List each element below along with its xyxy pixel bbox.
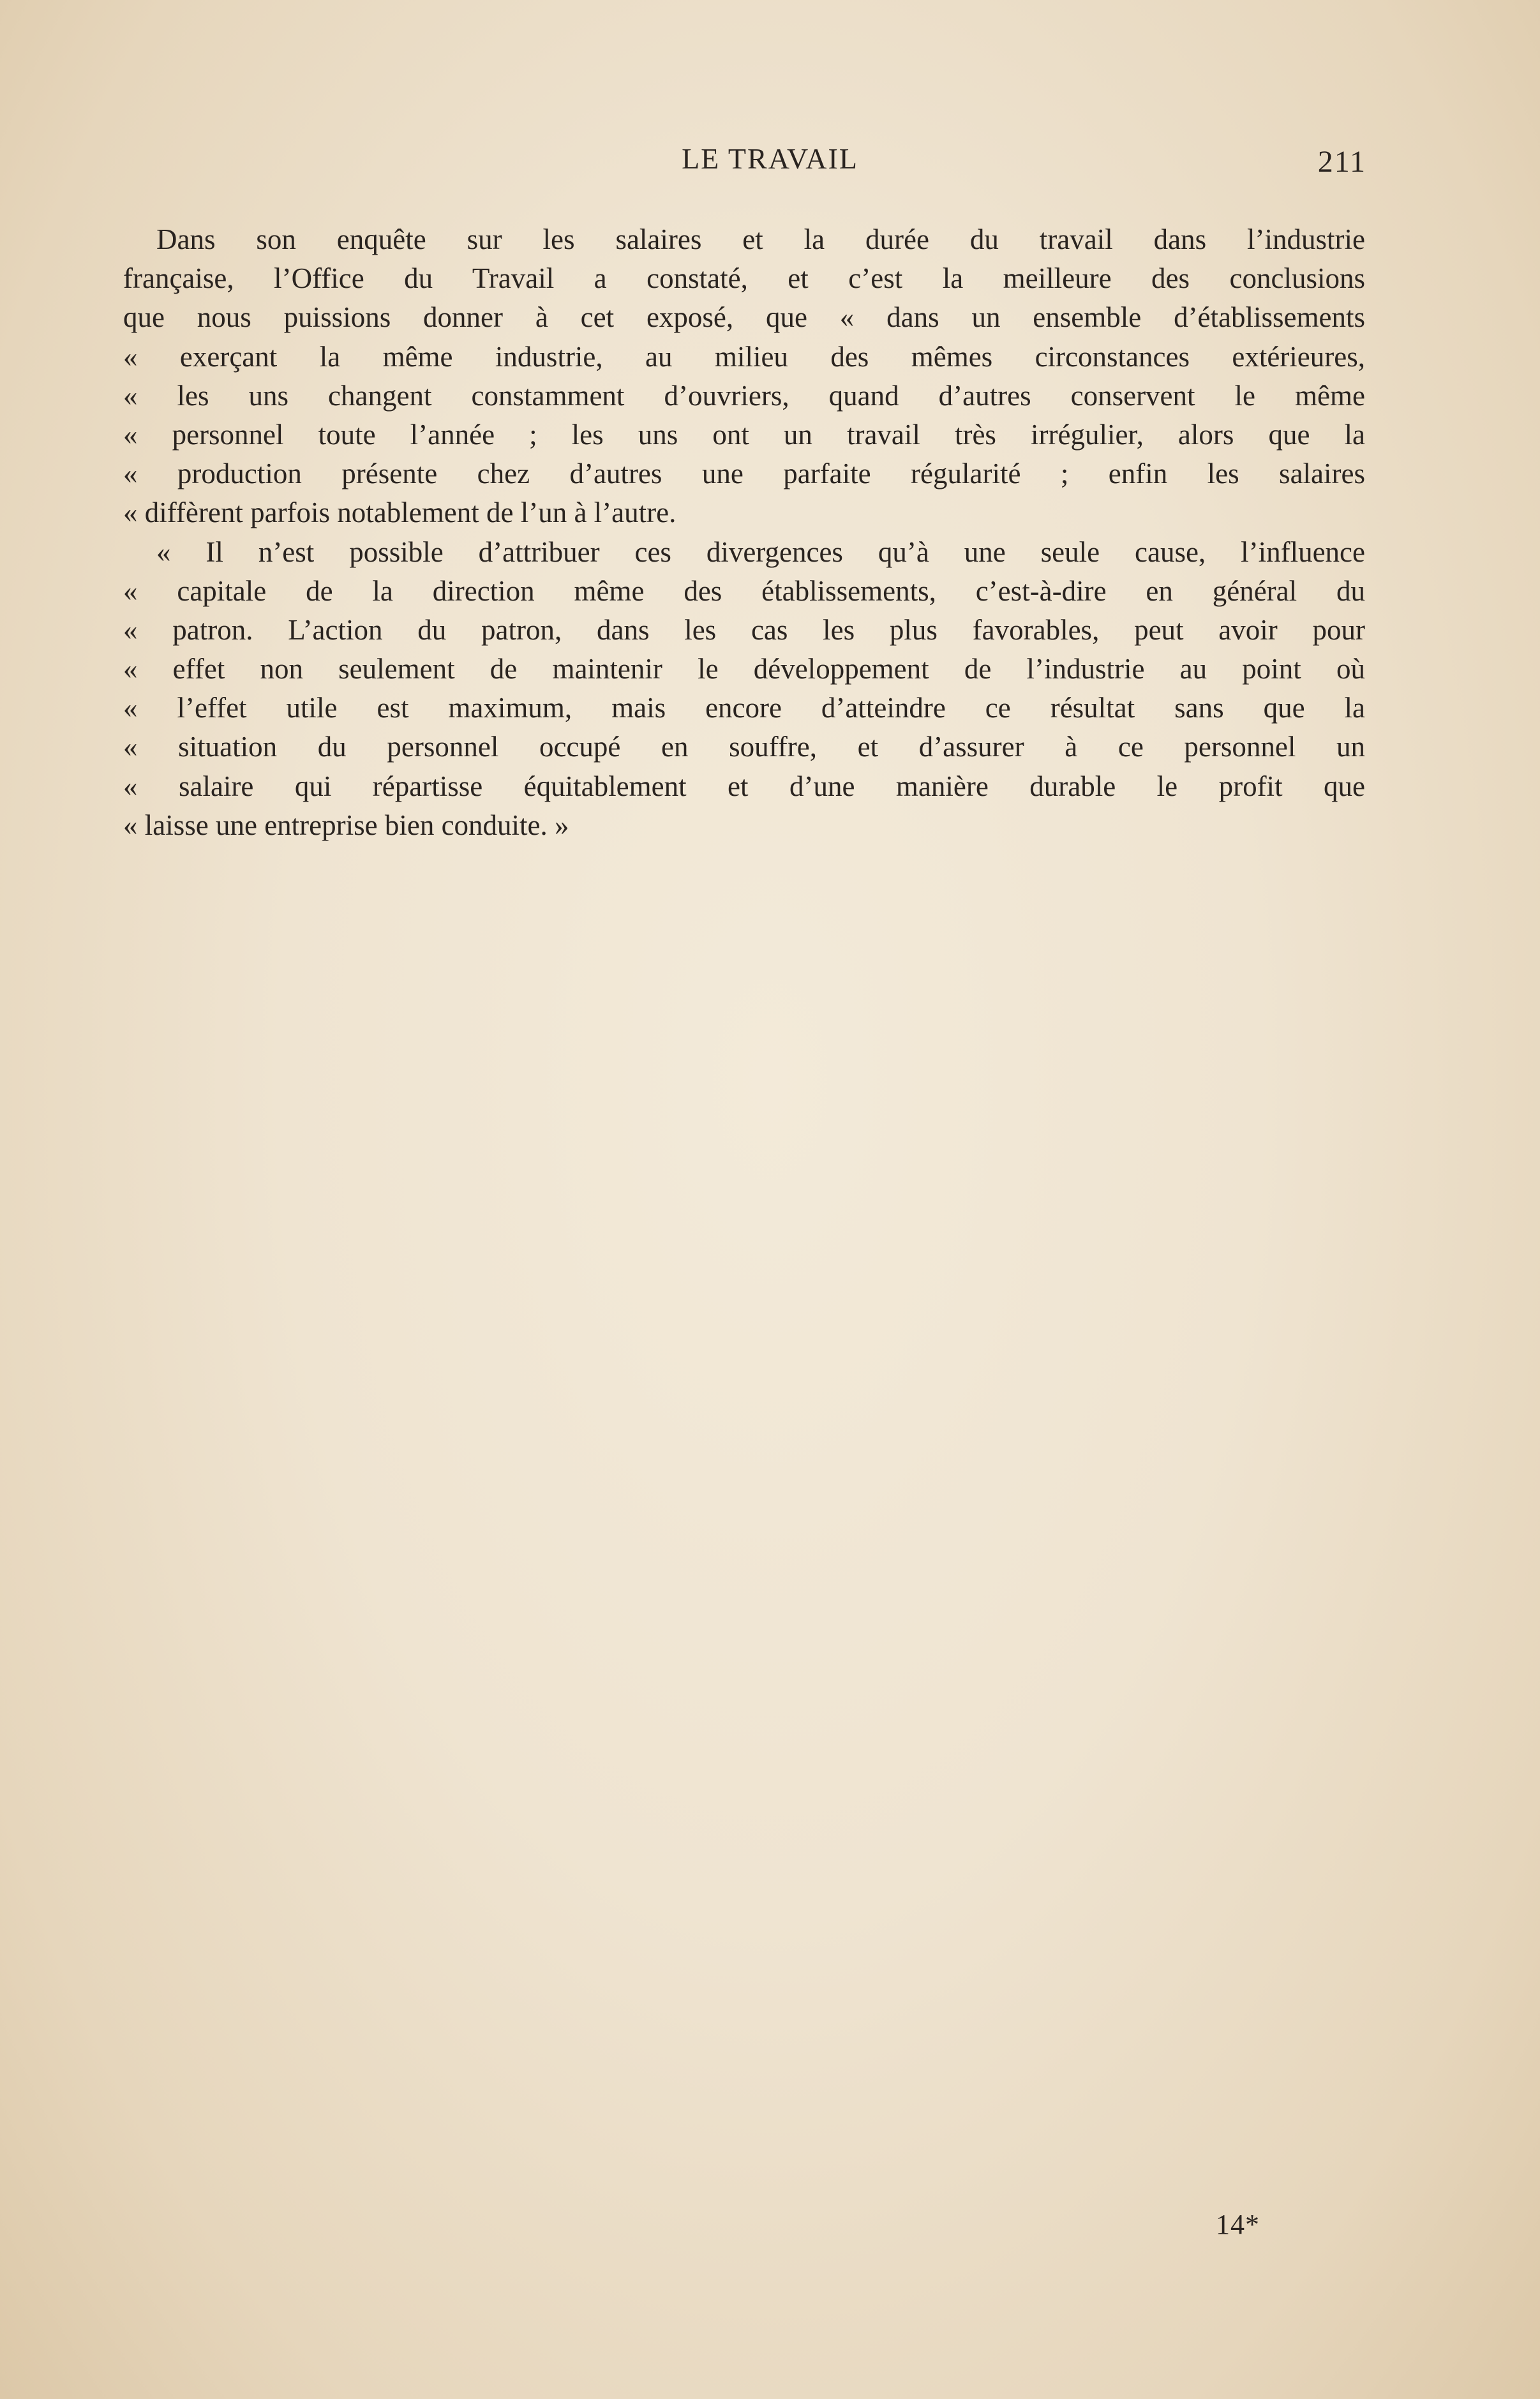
page-number: 211 xyxy=(1317,145,1366,179)
text-line: « production présente chez d’autres une parfaite régularité ; enfin les salaires xyxy=(123,458,1365,490)
text-line: « salaire qui répartisse équitablement et d’une manière durable le profit que xyxy=(123,770,1365,802)
text-line: « l’effet utile est maximum, mais encore d’atteindre ce résultat sans que la xyxy=(123,692,1365,724)
text-line: « patron. L’action du patron, dans les cas les plus favorables, peut avoir pour xyxy=(123,613,1365,646)
text-line: « laisse une entreprise bien conduite. » xyxy=(123,809,569,841)
signature-mark: 14* xyxy=(1216,2209,1260,2240)
text-line: française, l’Office du Travail a constaté, et c’est la meilleure des conclusions xyxy=(123,262,1365,295)
body-text xyxy=(123,220,1365,845)
text-line: « personnel toute l’année ; les uns ont un travail très irrégulier, alors que la xyxy=(123,418,1365,451)
text-line: que nous puissions donner à cet exposé, que « dans un ensemble d’établissements xyxy=(123,301,1365,334)
text-line: « les uns changent constamment d’ouvriers, quand d’autres conservent le même xyxy=(123,379,1365,412)
text-line: « capitale de la direction même des établissements, c’est-à-dire en général du xyxy=(123,574,1365,607)
text-line: « exerçant la même industrie, au milieu des mêmes circonstances extérieures, xyxy=(123,340,1365,373)
text-line: « situation du personnel occupé en souffre, et d’assurer à ce personnel un xyxy=(123,731,1365,763)
running-title: LE TRAVAIL xyxy=(682,142,858,175)
running-head xyxy=(0,142,1540,180)
text-line: « Il n’est possible d’attribuer ces divergences qu’à une seule cause, l’influence xyxy=(156,535,1365,568)
text-line: Dans son enquête sur les salaires et la durée du travail dans l’industrie xyxy=(156,223,1365,255)
text-line: « diffèrent parfois notablement de l’un à l’autre. xyxy=(123,497,677,529)
text-line: « effet non seulement de maintenir le développement de l’industrie au point où xyxy=(123,653,1365,685)
